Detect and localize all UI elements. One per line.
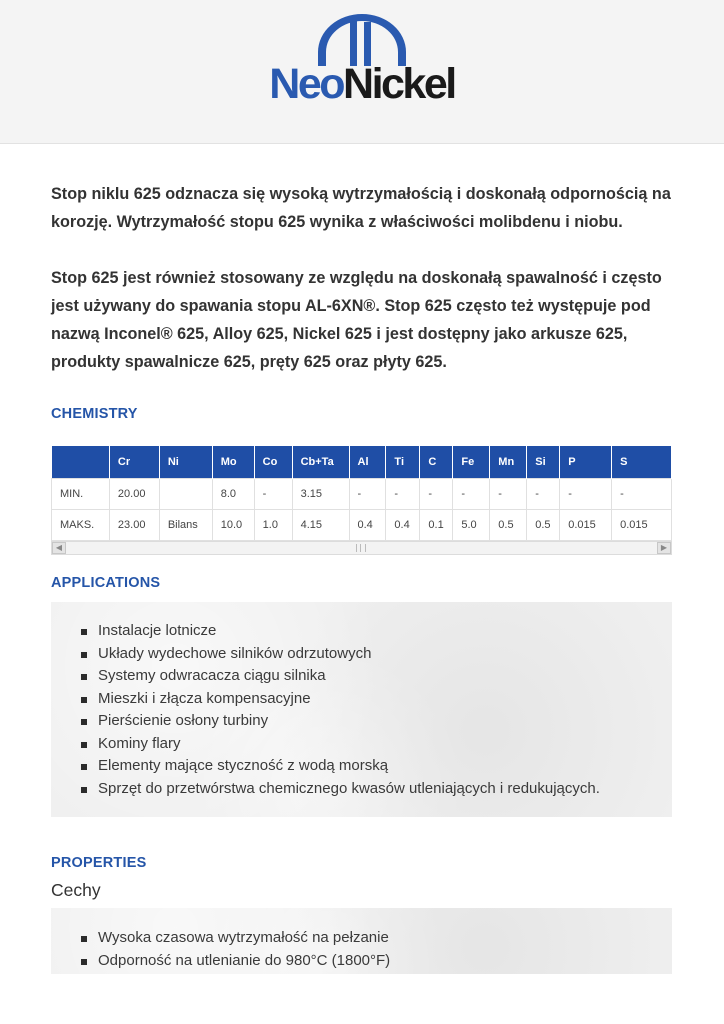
chemistry-cell: -	[386, 478, 420, 509]
bullet-square-icon	[81, 959, 87, 965]
chemistry-cell: 0.015	[560, 509, 612, 540]
properties-panel	[51, 908, 672, 974]
chemistry-cell: -	[612, 478, 672, 509]
bullet-square-icon	[81, 629, 87, 635]
chemistry-cell: 5.0	[453, 509, 490, 540]
chemistry-row	[52, 509, 672, 540]
chemistry-cell: 0.015	[612, 509, 672, 540]
scroll-left-arrow-icon[interactable]: ◀	[52, 542, 66, 554]
chemistry-column-header: Cr	[109, 446, 159, 478]
neonickel-logo[interactable]	[262, 14, 462, 108]
intro-paragraph-2: Stop 625 jest również stosowany ze względu na doskonałą spawalność i często jest używany do spawania stopu AL-6XN®. Stop 625 często też występuje pod nazwą Inconel® 625, Alloy 625, Nickel 625 i jest dostępny jako arkusze 625, produkty spawalnicze 625, pręty 625 oraz płyty 625.	[51, 269, 662, 371]
chemistry-cell: 8.0	[212, 478, 254, 509]
chemistry-cell: -	[560, 478, 612, 509]
bullet-square-icon	[81, 674, 87, 680]
properties-subheading: Cechy	[51, 880, 101, 900]
chemistry-column-header: Cb+Ta	[292, 446, 349, 478]
chemistry-cell: 23.00	[109, 509, 159, 540]
chemistry-table-container	[51, 446, 672, 555]
list-item	[81, 755, 672, 778]
chemistry-cell: 3.15	[292, 478, 349, 509]
list-item-text: Kominy flary	[98, 734, 181, 752]
bullet-square-icon	[81, 787, 87, 793]
list-item-text: Elementy mające styczność z wodą morską	[98, 757, 389, 774]
page-header	[0, 0, 724, 144]
bullet-square-icon	[81, 719, 87, 725]
chemistry-column-header: Co	[254, 446, 292, 478]
chemistry-column-header: P	[560, 446, 612, 478]
chemistry-column-header: Si	[527, 446, 560, 478]
scroll-right-arrow-icon[interactable]: ▶	[657, 542, 671, 554]
chemistry-cell: 0.4	[386, 509, 420, 540]
chemistry-row	[52, 478, 672, 509]
list-item-text: Układy wydechowe silników odrzutowych	[98, 644, 372, 662]
logo-wordmark	[262, 60, 462, 108]
list-item	[81, 950, 672, 973]
properties-list	[81, 927, 672, 972]
chemistry-heading: CHEMISTRY	[51, 406, 138, 422]
list-item-text: Mieszki i złącza kompensacyjne	[98, 689, 311, 707]
list-item	[81, 643, 672, 666]
chemistry-column-header: C	[420, 446, 453, 478]
logo-neo-text: Neo	[269, 60, 344, 108]
logo-arch-icon	[312, 14, 412, 66]
chemistry-cell: -	[254, 478, 292, 509]
list-item	[81, 733, 672, 756]
list-item	[81, 778, 672, 801]
chemistry-cell: MIN.	[52, 478, 110, 509]
chemistry-column-header: S	[612, 446, 672, 478]
list-item	[81, 620, 672, 643]
logo-nickel-text: Nickel	[343, 60, 455, 108]
list-item-text: Wysoka czasowa wytrzymałość na pełzanie	[98, 929, 389, 946]
chemistry-cell: -	[490, 478, 527, 509]
list-item-text: Pierścienie osłony turbiny	[98, 712, 269, 729]
bullet-square-icon	[81, 742, 87, 748]
chemistry-cell: 0.4	[349, 509, 386, 540]
chemistry-table	[51, 446, 672, 541]
chemistry-cell: -	[527, 478, 560, 509]
applications-list	[81, 620, 672, 800]
chemistry-column-header: Mn	[490, 446, 527, 478]
list-item	[81, 665, 672, 688]
chemistry-cell: 0.1	[420, 509, 453, 540]
intro-section	[51, 180, 673, 404]
chemistry-column-header: Fe	[453, 446, 490, 478]
chemistry-table-body	[52, 478, 672, 540]
applications-panel	[51, 602, 672, 817]
chemistry-column-header: Ti	[386, 446, 420, 478]
chemistry-cell	[159, 478, 212, 509]
bullet-square-icon	[81, 697, 87, 703]
bullet-square-icon	[81, 764, 87, 770]
chemistry-cell: -	[453, 478, 490, 509]
list-item-text: Systemy odwracacza ciągu silnika	[98, 667, 326, 684]
list-item	[81, 927, 672, 950]
scrollbar-grip-icon[interactable]	[356, 544, 366, 552]
chemistry-cell: -	[420, 478, 453, 509]
chemistry-cell: MAKS.	[52, 509, 110, 540]
chemistry-header-row	[52, 446, 672, 478]
chemistry-cell: 0.5	[490, 509, 527, 540]
bullet-square-icon	[81, 936, 87, 942]
chemistry-cell: 10.0	[212, 509, 254, 540]
properties-heading: PROPERTIES	[51, 855, 147, 871]
chemistry-column-header: Al	[349, 446, 386, 478]
chemistry-column-header: Mo	[212, 446, 254, 478]
chemistry-cell: 1.0	[254, 509, 292, 540]
chemistry-cell: -	[349, 478, 386, 509]
chemistry-column-header	[52, 446, 110, 478]
intro-paragraph-1: Stop niklu 625 odznacza się wysoką wytrzymałością i doskonałą odpornością na korozję. Wytrzymałość stopu 625 wynika z właściwości molibdenu i niobu.	[51, 185, 671, 231]
horizontal-scrollbar[interactable]	[51, 541, 672, 555]
list-item-text: Sprzęt do przetwórstwa chemicznego kwasów utleniających i redukujących.	[98, 779, 600, 797]
list-item-text: Odporność na utlenianie do 980°C (1800°F)	[98, 951, 391, 969]
chemistry-cell: Bilans	[159, 509, 212, 540]
list-item	[81, 710, 672, 733]
list-item	[81, 688, 672, 711]
chemistry-cell: 20.00	[109, 478, 159, 509]
chemistry-cell: 4.15	[292, 509, 349, 540]
list-item-text: Instalacje lotnicze	[98, 622, 217, 639]
bullet-square-icon	[81, 652, 87, 658]
chemistry-column-header: Ni	[159, 446, 212, 478]
applications-heading: APPLICATIONS	[51, 575, 161, 591]
chemistry-cell: 0.5	[527, 509, 560, 540]
